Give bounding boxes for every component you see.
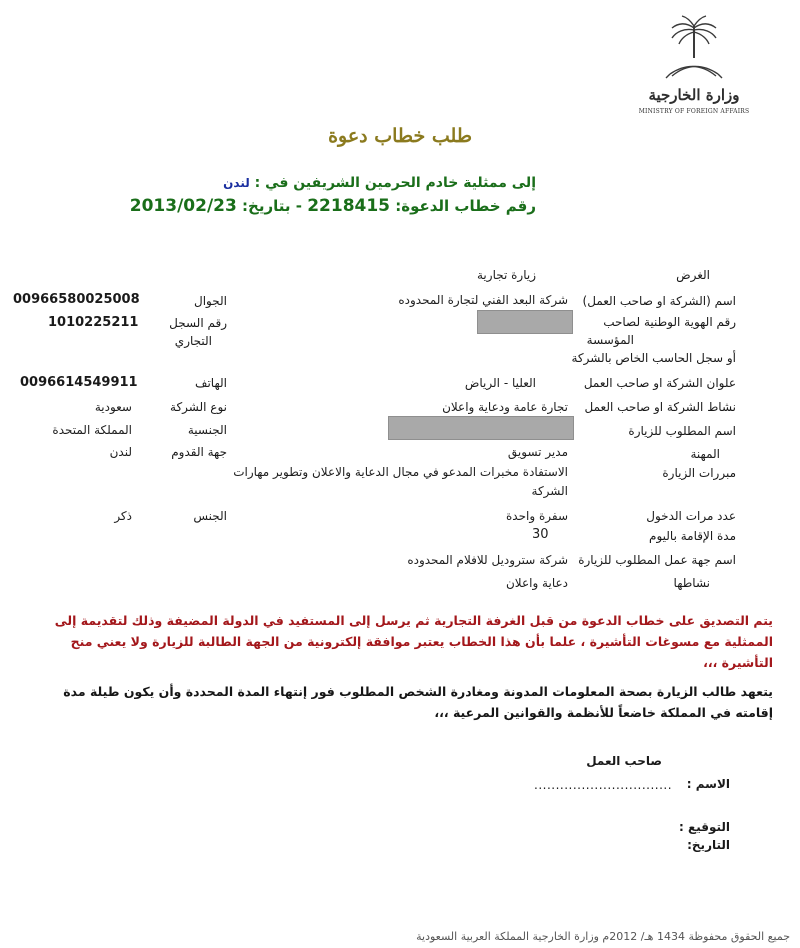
embassy-line	[223, 175, 536, 191]
embassy-label: إلى ممثلية خادم الحرمين الشريفين في :	[254, 175, 536, 191]
phone-label: الهاتف	[195, 376, 227, 390]
redacted-visitor-name	[388, 416, 574, 440]
employer-value: شركة ستروديل للافلام المحدوده	[407, 553, 568, 567]
ref-date: 2013/02/23	[129, 196, 237, 216]
entries-value: سفرة واحدة	[506, 509, 568, 523]
profession-label: المهنة	[690, 447, 720, 461]
national-id-label: رقم الهوية الوطنية لصاحب	[603, 315, 736, 329]
nationality-label: الجنسية	[187, 423, 227, 437]
company-address-value: العليا - الرياض	[464, 376, 536, 390]
company-value: شركة البعد الفني لتجارة المحدوده	[398, 293, 568, 307]
employer-activity-value: دعاية واعلان	[505, 576, 568, 590]
sign-signature-label: التوقيع :	[679, 820, 730, 834]
ministry-name-ar: وزارة الخارجية	[648, 86, 740, 104]
employer-sign-label: صاحب العمل	[586, 754, 662, 768]
ref-number: 2218415	[307, 196, 391, 216]
visit-reason-value-2: الشركة	[531, 484, 568, 498]
phone-value: 0096614549911	[20, 375, 138, 390]
employer-label: اسم جهة عمل المطلوب للزيارة	[578, 553, 736, 567]
company-type-value: سعودية	[94, 400, 132, 414]
sign-name-dots: ................................	[534, 778, 673, 792]
copyright-footer: جميع الحقوق محفوظة 1434 هـ/ 2012م وزارة الخارجية المملكة العربية السعودية	[416, 930, 790, 943]
stay-days-value: 30	[532, 527, 549, 542]
arrival-from-label: جهة القدوم	[171, 445, 227, 459]
date-label: - بتاريخ:	[242, 197, 302, 215]
destination-city: لندن	[223, 176, 250, 190]
mobile-label: الجوال	[194, 294, 227, 308]
ref-label: رقم خطاب الدعوة:	[395, 197, 536, 215]
redacted-national-id	[477, 310, 573, 334]
company-label: اسم (الشركة او صاحب العمل)	[582, 294, 736, 308]
company-address-label: علوان الشركة او صاحب العمل	[583, 376, 736, 390]
mobile-value: 0096658002500​8	[13, 292, 140, 307]
visitor-name-label: اسم المطلوب للزيارة	[628, 424, 736, 438]
arrival-from-value: لندن	[109, 445, 132, 459]
invitation-reference	[130, 196, 536, 216]
company-activity-value: تجارة عامة ودعاية واعلان	[442, 400, 568, 414]
certification-notice: يتم التصديق على خطاب الدعوة من قبل الغرفة التجارية ثم يرسل إلى المستفيد في الدولة المضيفة وذلك لتقديمة إلى الممثلية مع مسوغات التأشيرة ، علما بأن هذا الخطاب يعتبر موافقة إلكترونية من الجهة الطالبة للزيارة ولا يعني منح التأشيرة ،،،	[54, 613, 773, 670]
national-id-label-2: المؤسسة	[586, 333, 634, 347]
profession-value: مدير تسويق	[507, 445, 568, 459]
cr-number-label-2: التجاري	[174, 334, 212, 348]
company-type-label: نوع الشركة	[170, 400, 227, 414]
purpose-label: الغرض	[676, 268, 710, 282]
gender-value: ذكر	[114, 509, 132, 523]
cr-number-label: رقم السجل	[169, 316, 227, 330]
stay-days-label: مدة الإقامة باليوم	[649, 529, 736, 543]
purpose-value: زيارة تجارية	[477, 268, 536, 282]
national-id-label-3: أو سجل الحاسب الخاص بالشركة	[571, 351, 736, 365]
company-activity-label: نشاط الشركة او صاحب العمل	[584, 400, 736, 414]
gender-label: الجنس	[193, 509, 227, 523]
cr-number-value: 1010225211	[48, 315, 139, 330]
visitor-undertaking: يتعهد طالب الزيارة بصحة المعلومات المدونة ومغادرة الشخص المطلوب فور إنتهاء المدة المحددة وأن يكون طيلة مدة إقامته في المملكة خاضعاً للأنظمة والقوانين المرعية ،،،	[63, 684, 773, 720]
page-title: طلب خطاب دعوة	[328, 125, 472, 147]
visit-reason-value: الاستفادة مخبرات المدعو في مجال الدعاية والاعلان وتطوير مهارات	[233, 465, 568, 479]
entries-label: عدد مرات الدخول	[646, 509, 736, 523]
sign-date-label: التاريخ:	[687, 838, 730, 852]
visit-reason-label: مبررات الزيارة	[662, 466, 736, 480]
nationality-value: المملكة المتحدة	[52, 423, 132, 437]
employer-activity-label: نشاطها	[673, 576, 710, 590]
ministry-name-en: MINISTRY OF FOREIGN AFFAIRS	[638, 108, 750, 115]
sign-name-label: الاسم :	[686, 777, 730, 791]
